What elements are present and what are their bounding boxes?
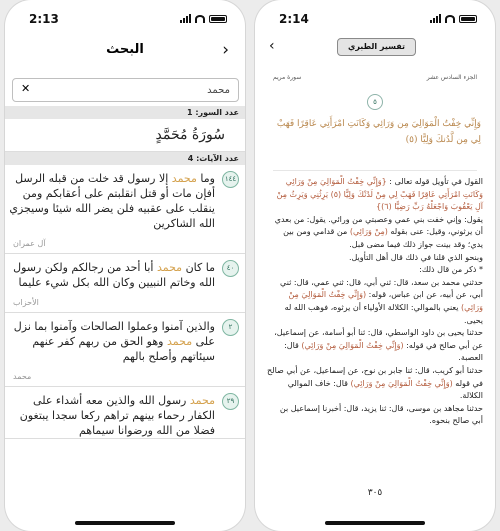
status-time: 2:13 [29,12,59,26]
verse-number-badge: ٥ [367,94,383,110]
status-bar [255,0,495,36]
page-header-right: الجزء السادس عشر [426,74,477,81]
highlight: محمد [166,335,193,348]
page-title: البحث [106,42,144,57]
tafsir-paragraph: حدثنا أبو كريب، قال: ثنا جابر بن نوح، عن إسماعيل، عن أبي صالح في قوله (وَإِنِّي خِفْتُ الْمَوَالِيَ مِنْ وَرَائِي) قال: خاف الموالي الكلالة. [267,365,483,401]
signal-icon [180,14,191,23]
tafsir-paragraph: حدثنا يحيى بن داود الواسطي، قال: ثنا أبو أسامة، عن إسماعيل، عن أبي صالح في قوله: (وَإِنِّي خِفْتُ الْمَوَالِيَ مِنْ وَرَائِي) قال: العصبة. [274,328,483,363]
tafsir-paragraph: القول في تأويل قوله تعالى : {وَإِنِّي خِفْتُ الْمَوَالِيَ مِنْ وَرَائِي وَكَانَتِ امْرَأَتِي عَاقِرًا فَهَبْ لِي مِنْ لَدُنْكَ وَلِيًّا (٥) يَرِثُنِي وَيَرِثُ مِنْ آلِ يَعْقُوبَ وَاجْعَلْهُ رَبِّ رَضِيًّا (٦)} [276,177,483,212]
verse-result[interactable] [5,313,245,387]
battery-icon [459,15,477,23]
home-indicator[interactable] [75,521,175,525]
sura-name: الأحزاب [13,298,39,307]
status-icons [180,14,227,23]
tafsir-paragraph: * ذكر من قال ذلك: [419,265,483,275]
tafsir-paragraph: يقول: وإني خفت بني عمي وعصبتي من ورائي. يقول: من بعدي أن يرثوني، وقيل: عنى بقوله (مِنْ وَرَائِي) من قدامي ومن بين يدي؛ وقد بينت جواز ذلك فيما مضى قبل. [274,214,483,249]
surah-result[interactable]: سُورَةُ مُحَمَّدٍ [5,119,245,152]
signal-icon [430,14,441,23]
wifi-icon [195,15,205,23]
verse-text: محمد رسول الله والذين معه أشداء على الكفار رحماء بينهم تراهم ركعا سجدا يبتغون فضلا من الله ورضوانا سيماهم [19,394,215,437]
status-time: 2:14 [279,12,309,26]
verse-number-badge: ٤٠ [222,260,239,277]
back-chevron-icon[interactable]: ‹ [269,38,275,54]
section-header-verses: عدد الآيات: 4 [5,152,245,165]
page-header-left: سورة مريم [273,74,302,81]
battery-icon [209,15,227,23]
search-input[interactable] [33,81,232,99]
verse-result[interactable] [5,165,245,254]
wifi-icon [445,15,455,23]
divider [273,170,477,171]
status-icons [430,14,477,23]
tafsir-paragraph: حدثني محمد بن سعد، قال: ثني أبي، قال: ثني عمي، قال: ثني أبي، عن أبيه، عن ابن عباس، قوله: (وَإِنِّي خِفْتُ الْمَوَالِيَ مِنْ وَرَائِي) يعني بالموالي: الكلالة الأولياء أن يرثوه، فوهب الله له يحيى. [280,277,483,325]
verse-result[interactable] [5,387,245,439]
tafsir-paragraph: حدثنا مجاهد بن موسى، قال: ثنا يزيد، قال: أخبرنا إسماعيل بن أبي صالح بنحوه. [279,403,483,426]
highlight: محمد [189,394,215,407]
verse-text: والذين آمنوا وعملوا الصالحات وآمنوا بما نزل على محمد وهو الحق من ربهم كفر عنهم سيئاتهم وأصلح بالهم [13,320,215,363]
search-screen [5,0,245,531]
tafsir-paragraph: وبنحو الذي قلنا في ذلك قال أهل التأويل. [348,252,483,262]
page-number: ٣٠٥ [367,488,383,498]
sura-name: آل عمران [13,239,46,248]
highlight: محمد [156,261,183,274]
verse-number-badge: ٢ [222,319,239,336]
tafsir-selector-button[interactable]: تفسير الطبري [337,38,416,56]
clear-icon[interactable]: ✕ [21,82,31,95]
tafsir-body [267,176,483,428]
section-header-surahs: عدد السور: 1 [5,106,245,119]
home-indicator[interactable] [325,521,425,525]
search-field[interactable] [12,78,239,102]
verse-text: وَإِنِّي خِفْتُ الْمَوَالِيَ مِن وَرَائِي وَكَانَتِ امْرَأَتِي عَاقِرًا فَهَبْ لِي مِن لَّدُنكَ وَلِيًّا (٥) [276,119,481,145]
verse-number-badge: ٢٩ [222,393,239,410]
highlight: محمد [171,172,197,185]
verse-number-badge: ١٤٤ [222,171,239,188]
verse-text: ما كان محمد أبا أحد من رجالكم ولكن رسول الله وخاتم النبيين وكان الله بكل شيء عليما [13,261,215,289]
status-bar [5,0,245,36]
verse-result[interactable] [5,254,245,313]
verse-text: وما محمد إلا رسول قد خلت من قبله الرسل أفإن مات أو قتل انقلبتم على أعقابكم ومن ينقلب على عقبيه فلن يضر الله شيئا وسيجزي الله الشاكرين [9,172,215,230]
sura-name: محمد [13,372,32,381]
nav-bar [5,36,245,66]
back-chevron-icon[interactable]: › [222,40,229,60]
tafsir-screen [255,0,495,531]
